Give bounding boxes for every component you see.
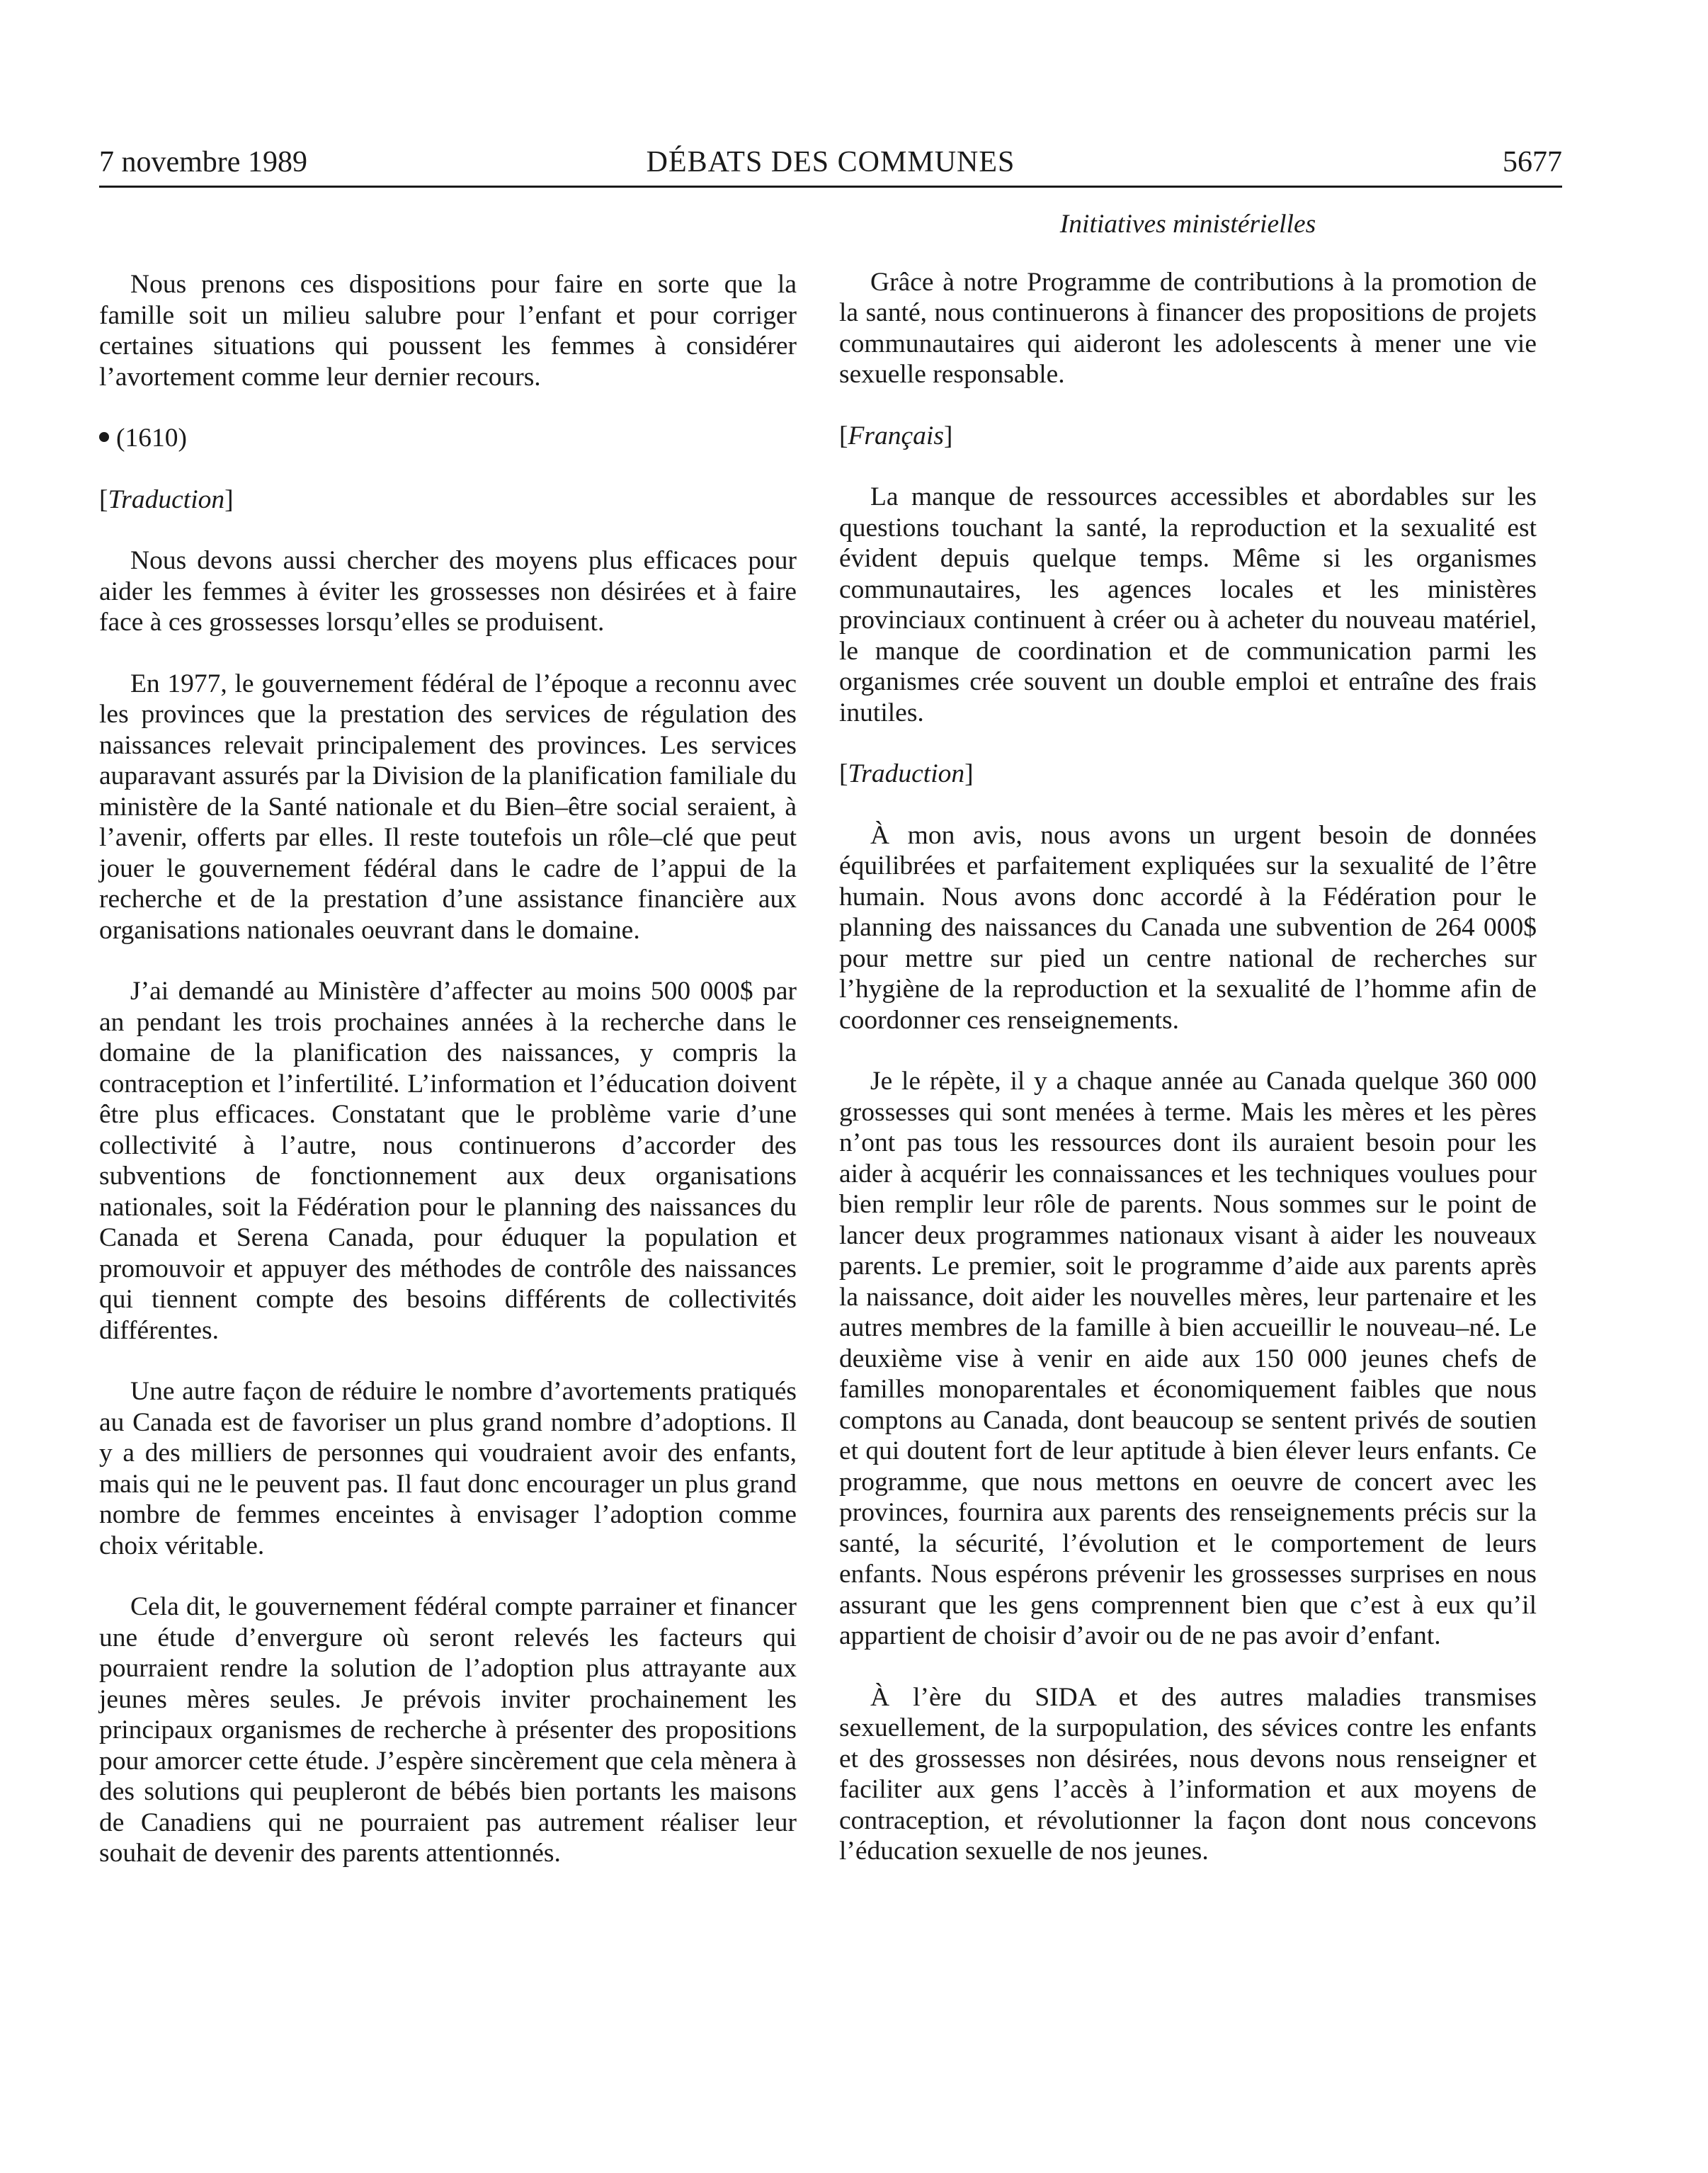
running-head: Initiatives ministérielles	[1059, 210, 1316, 239]
paragraph: J’ai demandé au Ministère d’affecter au moins 500 000$ par an pendant les trois prochaines années à la recherche dans le domaine de la planification des naissances, y compris la contraception et l’infertilité. L’information et l’éducation doivent être plus efficaces. Constatant que le problème varie d’une collectivité à l’autre, nous continuerons d’accorder des subventions de fonctionnement aux deux organisations nationales, soit la Fédération pour le planning des naissances du Canada et Serena Canada, pour éduquer la population et promouvoir et appuyer des méthodes de contrôle des naissances qui tiennent compte des besoins différents de collectivités différentes.	[99, 977, 797, 1345]
section-label-traduction: [Traduction]	[839, 759, 974, 788]
paragraph: Grâce à notre Programme de contributions à la promotion de la santé, nous continuerons à financer des propositions de projets communautaires qui aideront les adolescents à mener une vie sexuelle responsable.	[839, 267, 1537, 389]
paragraph: Je le répète, il y a chaque année au Canada quelque 360 000 grossesses qui sont menées à terme. Mais les mères et les pères n’ont pas tous les ressources dont ils auraient besoin pour les aider à acquérir les connaissances et les techniques voulues pour bien remplir leur rôle de parents. Nous sommes sur le point de lancer deux programmes nationaux visant à aider les nouveaux parents. Le premier, soit le programme d’aide aux parents après la naissance, doit aider les nouvelles mères, leur partenaire et les autres membres de la famille à bien accueillir le nouveau–né. Le deuxième vise à venir en aide aux 150 000 jeunes chefs de familles monoparentales et économiquement faibles que nous comptons au Canada, dont beaucoup se sentent privés de soutien et qui doutent fort de leur aptitude à bien élever leurs enfants. Ce programme, que nous mettons en oeuvre de concert avec les provinces, fournira aux parents des renseignements précis sur la santé, la sécurité, l’évolution et le comportement de leurs enfants. Nous espérons prévenir les grossesses surprises en nous assurant que les gens comprennent bien que c’est à eux qu’il appartient de choisir d’avoir ou de ne pas avoir d’enfant.	[839, 1067, 1537, 1650]
header-date: 7 novembre 1989	[99, 146, 307, 178]
right-column	[839, 209, 1537, 1897]
paragraph: En 1977, le gouvernement fédéral de l’époque a reconnu avec les provinces que la prestation des services de régulation des naissances relevait principalement des provinces. Les services auparavant assurés par la Division de la planification familiale du ministère de la Santé nationale et du Bien–être social seraient, à l’avenir, offerts par elles. Il reste toutefois un rôle–clé que peut jouer le gouvernement fédéral dans le cadre de l’appui de la recherche et de la prestation d’une assistance financière aux organisations nationales oeuvrant dans le domaine.	[99, 669, 797, 945]
paragraph: À mon avis, nous avons un urgent besoin de données équilibrées et parfaitement expliquées sur la sexualité de l’être humain. Nous avons donc accordé à la Fédération pour le planning des naissances du Canada une subvention de 264 000$ pour mettre sur pied un centre national de recherches sur l’hygiène de la reproduction et la sexualité de l’homme afin de coordonner ces renseignements.	[839, 820, 1537, 1035]
paragraph: La manque de ressources accessibles et abordables sur les questions touchant la santé, la reproduction et la sexualité est évident depuis quelque temps. Même si les organismes communautaires, les agences locales et les ministères provinciaux continuent à créer ou à acheter du nouveau matériel, le manque de coordination et de communication parmi les organismes crée souvent un double emploi et entraîne des frais inutiles.	[839, 482, 1537, 727]
page-header	[99, 145, 1562, 188]
paragraph: Une autre façon de réduire le nombre d’avortements pratiqués au Canada est de favoriser un plus grand nombre d’adoptions. Il y a des milliers de personnes qui voudraient avoir des enfants, mais qui ne le peuvent pas. Il faut donc encourager un plus grand nombre de femmes enceintes à envisager l’adoption comme choix véritable.	[99, 1377, 797, 1560]
paragraph: À l’ère du SIDA et des autres maladies transmises sexuellement, de la surpopulation, des sévices contre les enfants et des grossesses non désirées, nous devons nous renseigner et faciliter aux gens l’accès à l’information et aux moyens de contraception, et révolutionner la façon dont nous concevons l’éducation sexuelle de nos jeunes.	[839, 1682, 1537, 1866]
time-marker	[99, 423, 797, 454]
time-marker-text: (1610)	[116, 424, 187, 453]
header-title: DÉBATS DES COMMUNES	[646, 146, 1015, 178]
paragraph: Nous devons aussi chercher des moyens plus efficaces pour aider les femmes à éviter les grossesses non désirées et à faire face à ces grossesses lorsqu’elles se produisent.	[99, 546, 797, 637]
section-label-francais: [Français]	[839, 421, 953, 450]
section-label-traduction: [Traduction]	[99, 484, 234, 514]
left-column	[99, 269, 797, 1900]
page-number: 5677	[1503, 146, 1562, 178]
bullet-icon	[99, 432, 109, 442]
paragraph: Cela dit, le gouvernement fédéral compte parrainer et financer une étude d’envergure où seront relevés les facteurs qui pourraient rendre la solution de l’adoption plus attrayante aux jeunes mères seules. Je prévois inviter prochainement les principaux organismes de recherche à présenter des propositions pour amorcer cette étude. J’espère sincèrement que cela mènera à des solutions qui peupleront de bébés bien portants les maisons de Canadiens qui ne pourraient pas autrement réaliser leur souhait de devenir des parents attentionnés.	[99, 1592, 797, 1868]
paragraph: Nous prenons ces dispositions pour faire en sorte que la famille soit un milieu salubre pour l’enfant et pour corriger certaines situations qui poussent les femmes à considérer l’avortement comme leur dernier recours.	[99, 270, 797, 392]
header-rule	[99, 186, 1562, 188]
